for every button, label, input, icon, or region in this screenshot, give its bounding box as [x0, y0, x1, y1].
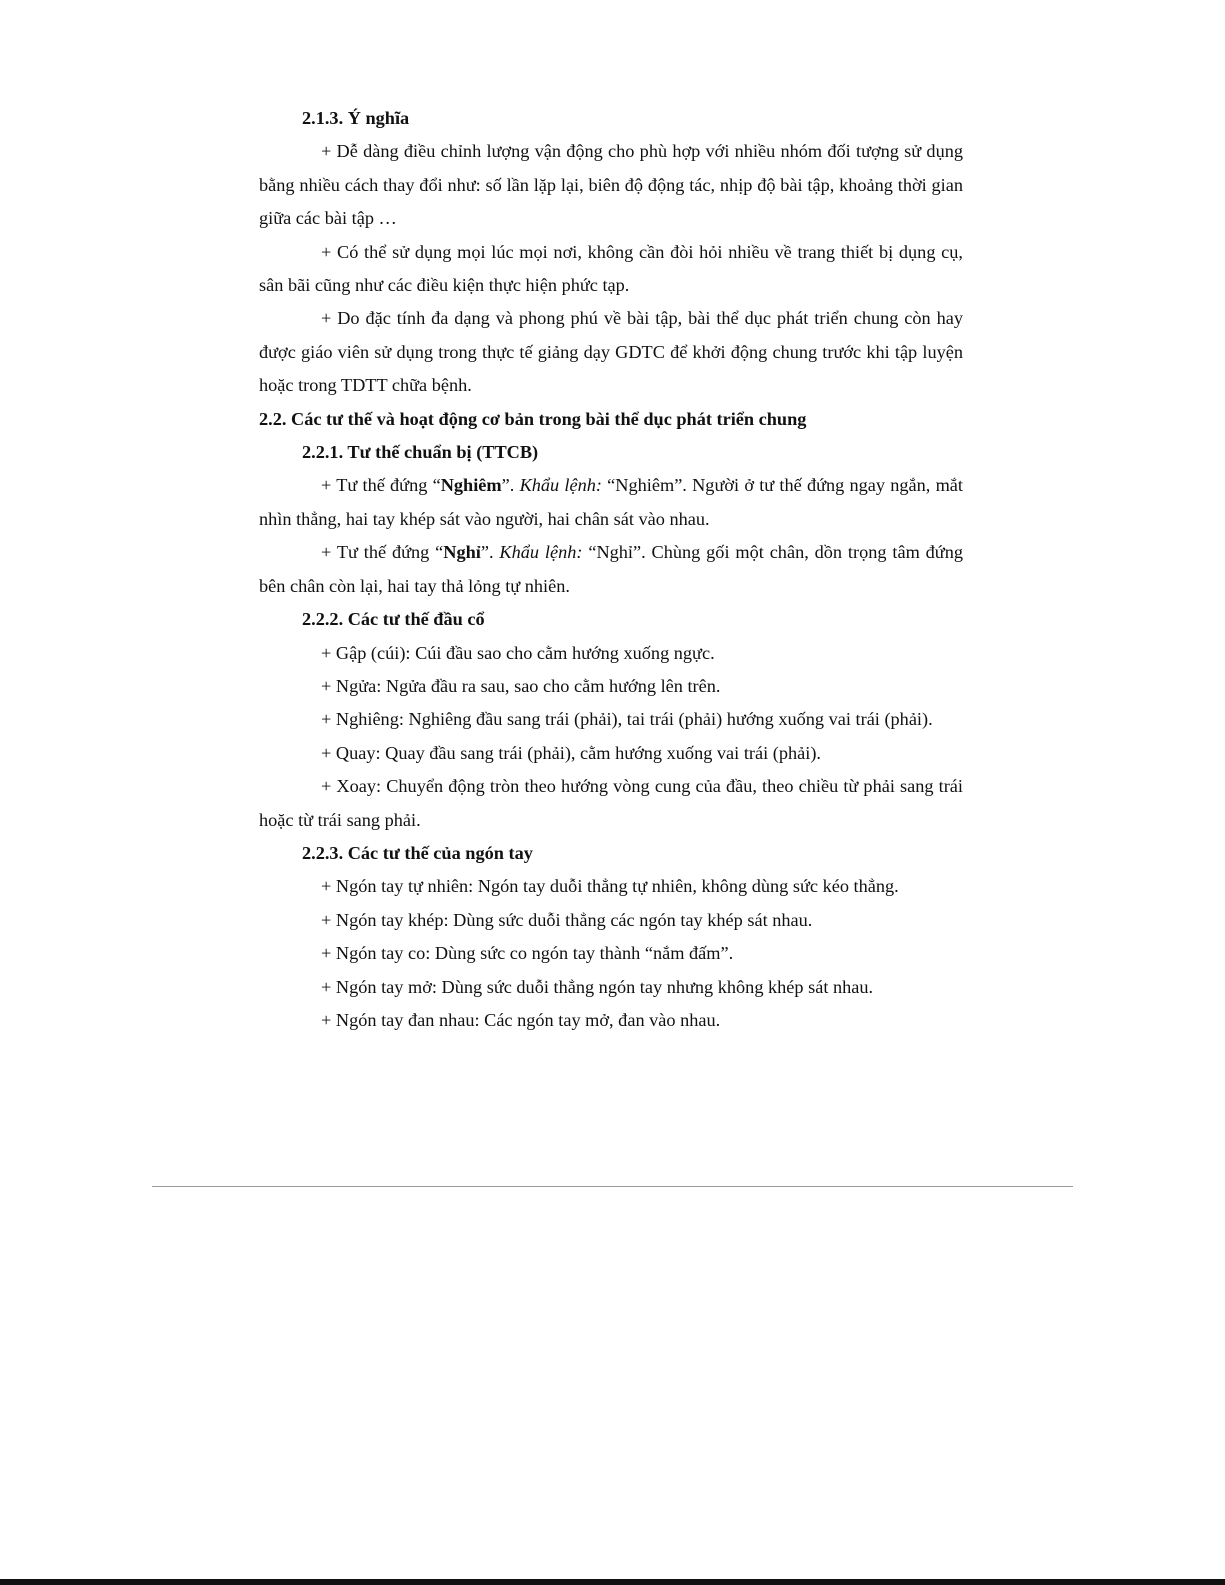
paragraph-attention-stance: [259, 469, 963, 536]
paragraph-anywhere: + Có thể sử dụng mọi lúc mọi nơi, không cần đòi hỏi nhiều về trang thiết bị dụng cụ, sân bãi cũng như các điều kiện thực hiện phức tạp.: [259, 241, 963, 296]
bold-term: Nghiêm: [440, 475, 502, 496]
paragraph-at-ease-stance: [259, 536, 963, 603]
page-divider: [152, 1186, 1073, 1187]
list-item-head-turn: + Quay: Quay đầu sang trái (phải), cằm hướng xuống vai trái (phải).: [321, 742, 821, 763]
paragraph-adjust-load: + Dễ dàng điều chỉnh lượng vận động cho phù hợp với nhiều nhóm đối tượng sử dụng bằng nhiều cách thay đổi như: số lần lặp lại, biên độ động tác, nhịp độ bài tập, khoảng thời gian giữa các bài tập …: [259, 141, 963, 229]
section-heading-2-2-1: 2.2.1. Tư thế chuẩn bị (TTCB): [302, 442, 539, 463]
list-item-finger-interlaced: + Ngón tay đan nhau: Các ngón tay mở, đan vào nhau.: [321, 1009, 721, 1030]
italic-command-label: Khẩu lệnh:: [519, 475, 602, 496]
section-heading-2-2: 2.2. Các tư thế và hoạt động cơ bản trong bài thể dục phát triển chung: [259, 408, 807, 429]
section-heading-2-2-2: 2.2.2. Các tư thế đầu cổ: [302, 609, 485, 630]
bottom-edge-bar: [0, 1579, 1225, 1585]
text-mid: ”.: [501, 475, 520, 496]
text-mid: ”.: [480, 542, 500, 563]
list-item-finger-open: + Ngón tay mở: Dùng sức duỗi thẳng ngón tay nhưng không khép sát nhau.: [321, 976, 874, 997]
list-item-head-tilt-back: + Ngửa: Ngửa đầu ra sau, sao cho cằm hướng lên trên.: [321, 675, 721, 696]
list-item-finger-fist: + Ngón tay co: Dùng sức co ngón tay thành “nắm đấm”.: [321, 943, 734, 964]
text-prefix: + Tư thế đứng “: [321, 475, 441, 496]
text-rest: “Nghỉ”. Chùng gối một chân, dồn trọng tâm đứng bên chân còn lại, hai tay thả lỏng tự nhiên.: [259, 542, 963, 596]
page-content: [259, 102, 963, 1037]
list-item-head-lean: + Nghiêng: Nghiêng đầu sang trái (phải), tai trái (phải) hướng xuống vai trái (phải).: [321, 709, 933, 730]
list-item-head-bend: + Gập (cúi): Cúi đầu sao cho cằm hướng xuống ngực.: [321, 642, 715, 663]
section-heading-2-2-3: 2.2.3. Các tư thế của ngón tay: [302, 842, 533, 863]
bold-term: Nghỉ: [443, 542, 481, 563]
list-item-finger-natural: + Ngón tay tự nhiên: Ngón tay duỗi thẳng tự nhiên, không dùng sức kéo thẳng.: [321, 876, 899, 897]
list-item-finger-closed: + Ngón tay khép: Dùng sức duỗi thẳng các ngón tay khép sát nhau.: [321, 909, 813, 930]
italic-command-label: Khẩu lệnh:: [499, 542, 583, 563]
text-rest: “Nghiêm”. Người ở tư thế đứng ngay ngắn, mắt nhìn thẳng, hai tay khép sát vào người, hai chân sát vào nhau.: [259, 475, 963, 529]
section-heading-2-1-3: 2.1.3. Ý nghĩa: [302, 108, 410, 128]
list-item-head-rotate: + Xoay: Chuyển động tròn theo hướng vòng cung của đầu, theo chiều từ phải sang trái hoặc từ trái sang phải.: [259, 776, 963, 830]
text-prefix: + Tư thế đứng “: [321, 542, 444, 563]
paragraph-diversity: + Do đặc tính đa dạng và phong phú về bài tập, bài thể dục phát triển chung còn hay được giáo viên sử dụng trong thực tế giảng dạy GDTC để khởi động chung trước khi tập luyện hoặc trong TDTT chữa bệnh.: [259, 308, 963, 396]
